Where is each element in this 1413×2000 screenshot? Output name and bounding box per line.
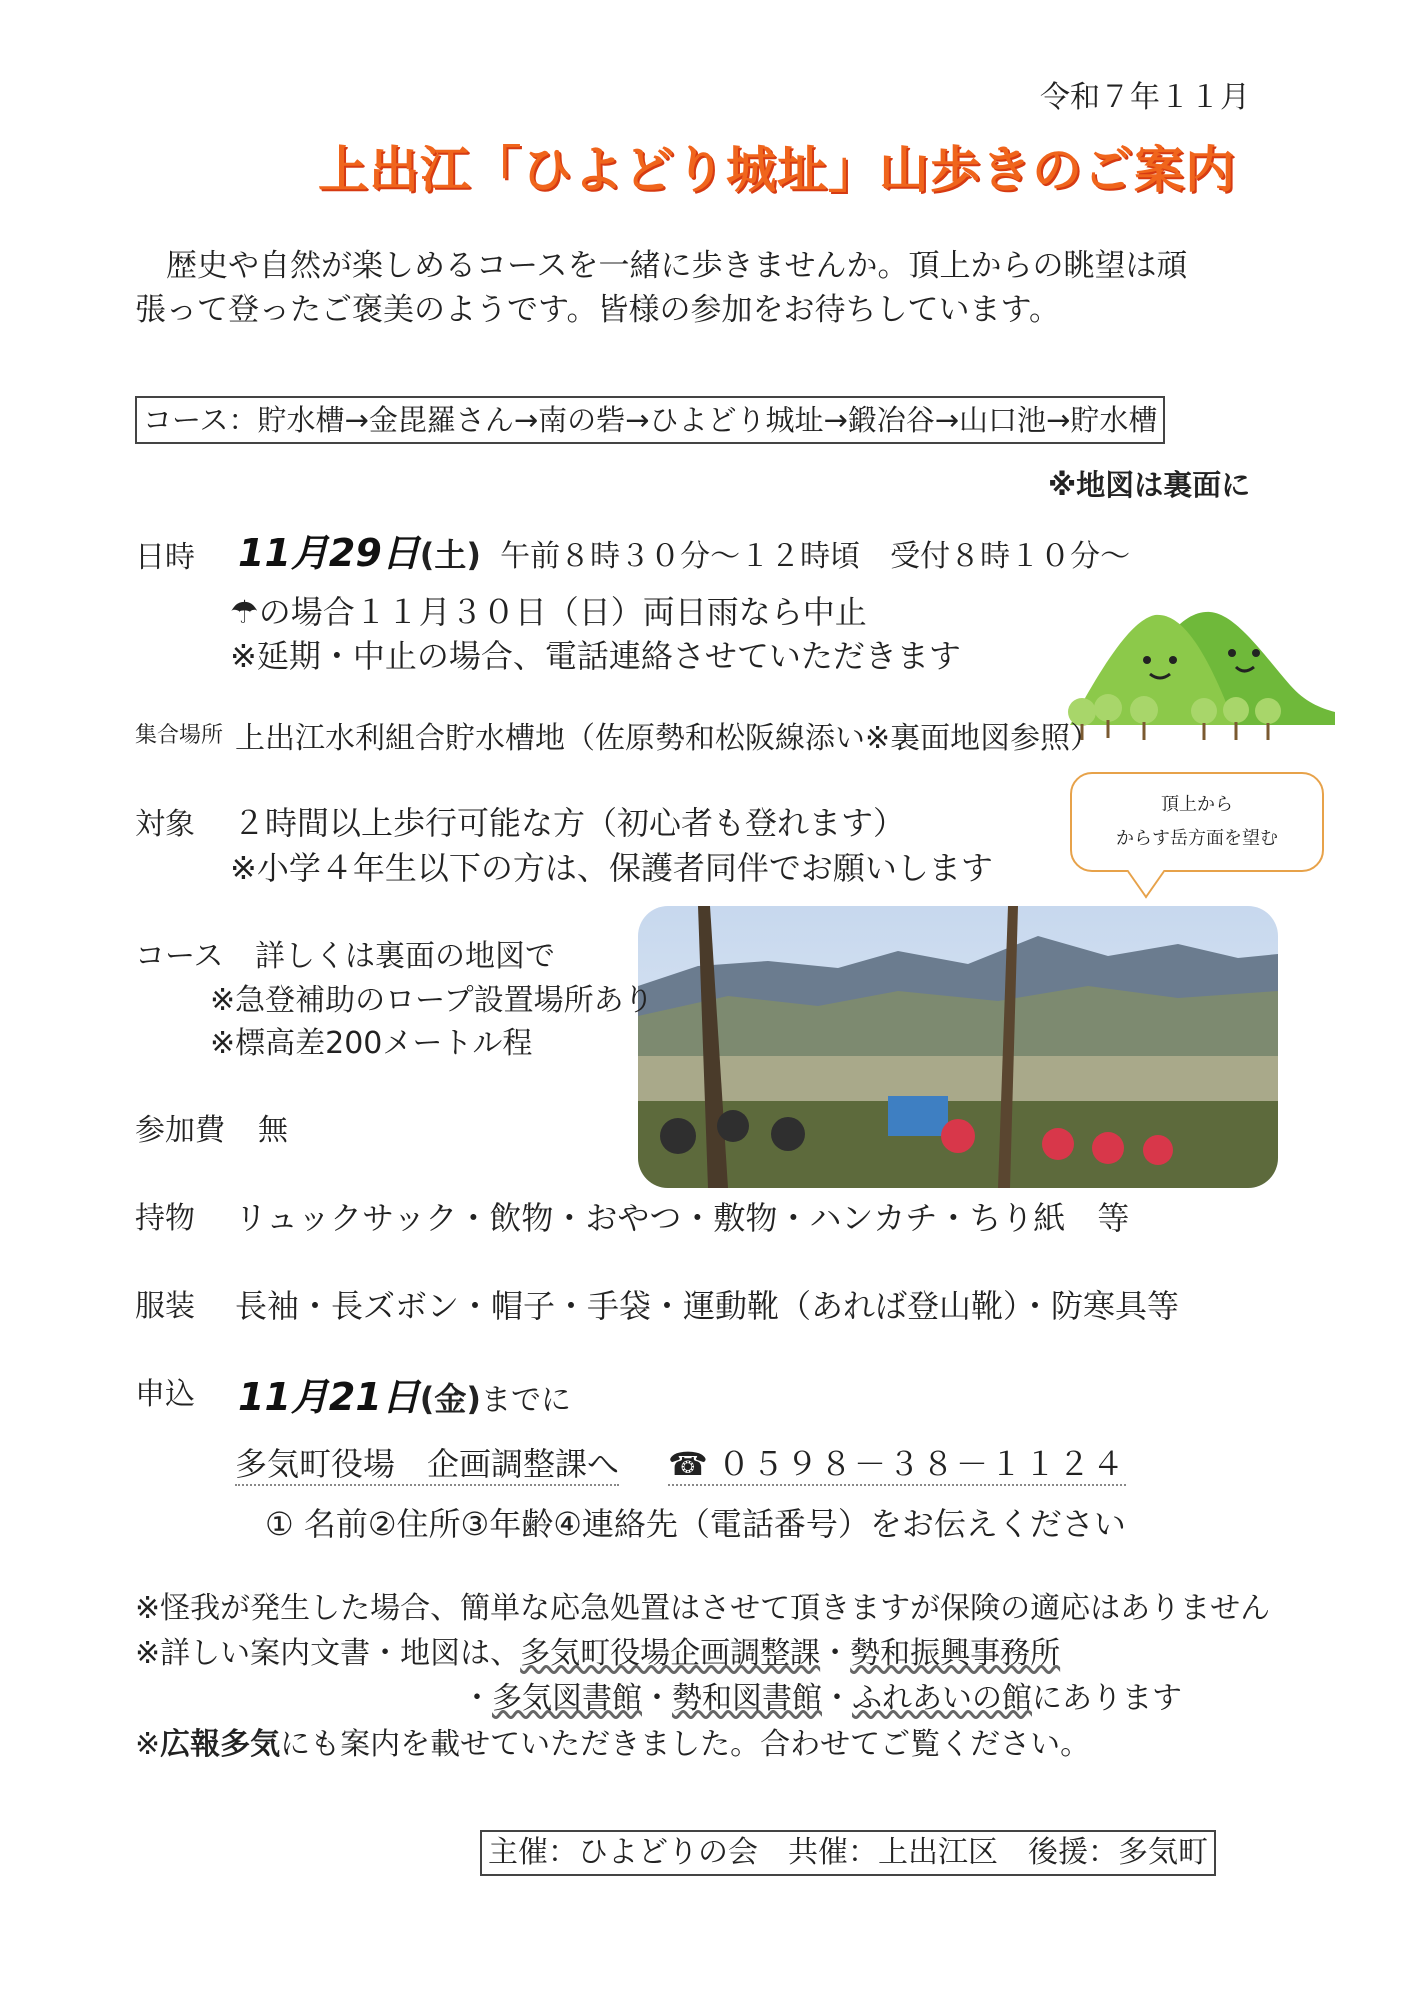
items-value: リュックサック・飲物・おやつ・敷物・ハンカチ・ちり紙 等 [235,1199,1130,1237]
intro-paragraph [135,244,1285,332]
note-text: ・ [462,1681,492,1716]
target-label: 対象 [135,807,195,842]
course-note-rope: ※急登補助のロープ設置場所あり [210,983,654,1018]
deadline-day: (金) [419,1380,482,1418]
target-note: ※小学４年生以下の方は、保護者同伴でお願いします [230,849,993,887]
page-title: 上出江「ひよどり城址」山歩きのご案内 [318,141,1236,199]
note-text: ・ [642,1681,672,1716]
fee-value: 無 [258,1113,288,1148]
deadline-suffix: までに [481,1383,572,1418]
location-office: 多気町役場企画調整課 [520,1636,821,1671]
location-branch: 勢和振興事務所 [850,1636,1061,1671]
injury-note: ※怪我が発生した場合、簡単な応急処置はさせて頂きますが保険の適応はありません [135,1591,1271,1626]
course-label: コース [135,939,224,974]
course-value: 詳しくは裏面の地図で [255,939,555,974]
items-label: 持物 [135,1201,195,1236]
rain-note: ☂の場合１１月３０日（日）両日雨なら中止 [230,593,867,631]
apply-phone [668,1444,1126,1486]
intro-line: 歴史や自然が楽しめるコースを一緒に歩きませんか。頂上からの眺望は頑 [135,248,1188,284]
location-fureai: ふれあいの館 [852,1681,1032,1716]
photo-caption-bubble [1070,772,1324,872]
schedule-datetime [238,522,1130,577]
bubble-line: からす岳方面を望む [1116,828,1278,849]
apply-deadline [238,1366,571,1421]
fee-label: 参加費 [135,1113,225,1148]
documents-note-line2 [462,1680,1182,1718]
apply-info: ① 名前②住所③年齢④連絡先（電話番号）をお伝えください [265,1505,1126,1543]
newsletter-name: 広報多気 [160,1727,281,1762]
event-date: 11月29日 [238,531,420,575]
apply-office: 多気町役場 企画調整課へ [235,1444,619,1486]
note-text: ・ [820,1636,851,1671]
meeting-place: 上出江水利組合貯水槽地（佐原勢和松阪線添い※裏面地図参照） [235,721,1101,756]
apply-label: 申込 [135,1377,195,1412]
postpone-note: ※延期・中止の場合、電話連絡させていただきます [230,637,961,675]
clothing-value: 長袖・長ズボン・帽子・手袋・運動靴（あれば登山靴）・防寒具等 [235,1287,1180,1325]
organizer-box: 主催：ひよどりの会 共催：上出江区 後援：多気町 [480,1830,1216,1876]
course-note-elevation: ※標高差200メートル程 [210,1026,533,1061]
clothing-label: 服装 [135,1289,195,1324]
target-value: ２時間以上歩行可能な方（初心者も登れます） [233,804,906,842]
phone-number: ０５９８－３８－１１２４ [718,1445,1127,1483]
mountain-mascot-illustration [1060,590,1340,750]
location-library-seiwa: 勢和図書館 [672,1681,822,1716]
summit-view-photo [638,906,1278,1188]
schedule-label: 日時 [135,540,195,575]
event-day: (土) [419,536,482,574]
note-text: ※ [135,1727,161,1762]
documents-note-line1 [135,1635,1060,1673]
event-time: 午前８時３０分～１２時頃 受付８時１０分～ [500,539,1131,574]
intro-line: 張って登ったご褒美のようです。皆様の参加をお待ちしています。 [135,292,1061,328]
note-text: にあります [1032,1681,1182,1716]
note-text: ※詳しい案内文書・地図は、 [135,1636,521,1671]
bubble-line: 頂上から [1161,794,1233,815]
newsletter-note [135,1726,1090,1764]
issue-date: 令和７年１１月 [1040,80,1250,115]
phone-icon: ☎ [668,1445,708,1483]
note-text: にも案内を載せていただきました。合わせてご覧ください。 [280,1727,1091,1762]
map-note: ※地図は裏面に [1048,468,1251,502]
deadline-date: 11月21日 [238,1375,420,1419]
note-text: ・ [822,1681,852,1716]
course-route-box: コース：貯水槽→金毘羅さん→南の砦→ひよどり城址→鍛冶谷→山口池→貯水槽 [135,396,1165,444]
location-library-taki: 多気図書館 [492,1681,642,1716]
meeting-label: 集合場所 [135,723,224,748]
